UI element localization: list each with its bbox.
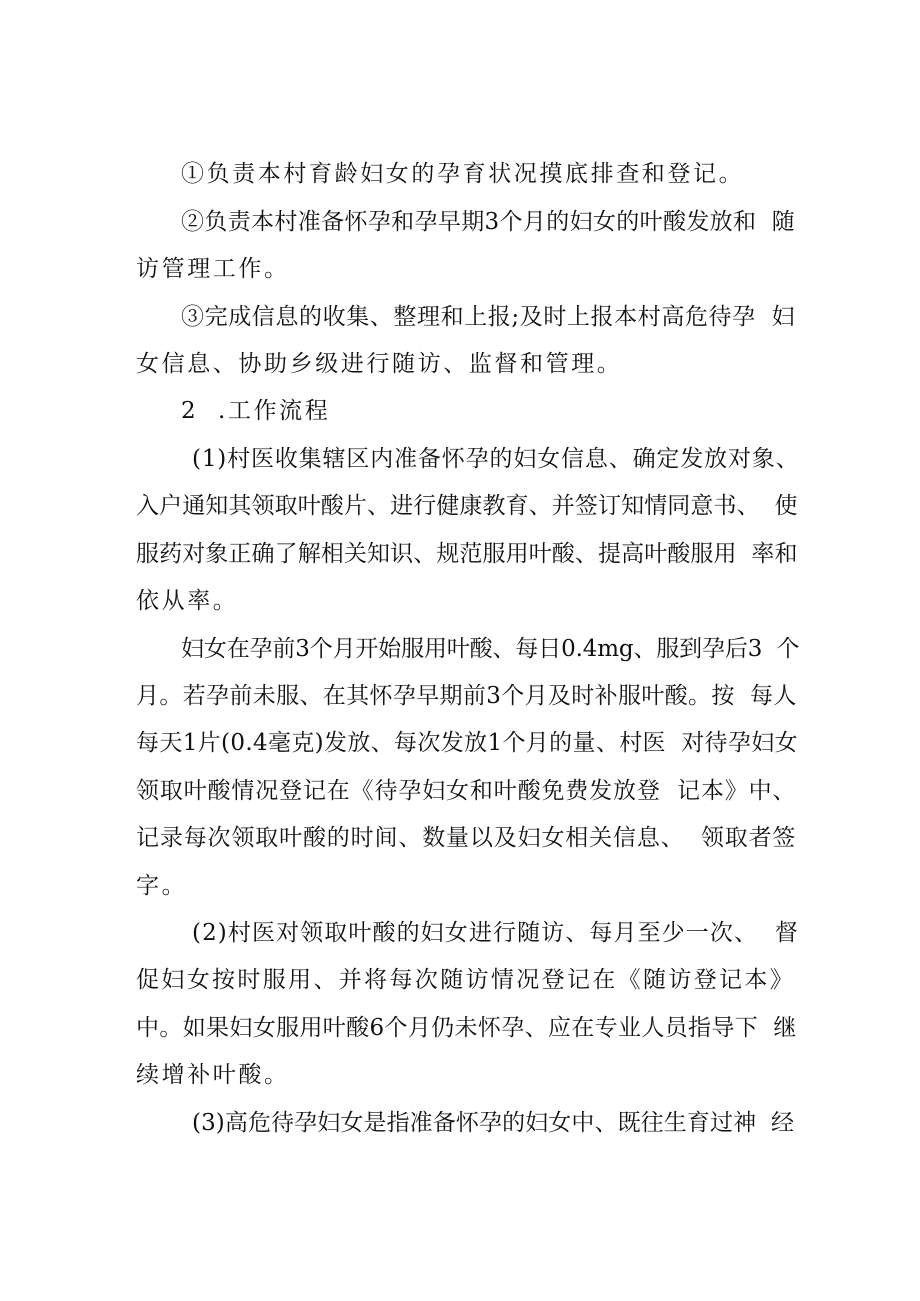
text-line-12: 月。若孕前未服、在其怀孕早期前3个月及时补服叶酸。按 每人 bbox=[136, 683, 797, 709]
section-heading: 2 .工作流程 bbox=[181, 398, 331, 424]
text-line-15: 记录每次领取叶酸的时间、数量以及妇女相关信息、 领取者签 bbox=[136, 825, 797, 851]
text-line-21: (3)高危待孕妇女是指准备怀孕的妇女中、既往生育过神 经 bbox=[192, 1110, 795, 1136]
text-line-11: 妇女在孕前3个月开始服用叶酸、每日0.4mg、服到孕后3 个 bbox=[181, 636, 800, 662]
text-line-18: 促妇女按时服用、并将每次随访情况登记在《随访登记本》 bbox=[136, 967, 796, 993]
text-line-19: 中。如果妇女服用叶酸6个月仍未怀孕、应在专业人员指导下 继 bbox=[136, 1015, 797, 1041]
text-line-2: ②负责本村准备怀孕和孕早期3个月的妇女的叶酸发放和 随 bbox=[181, 209, 796, 235]
text-line-1: ①负责本村育龄妇女的孕育状况摸底排查和登记。 bbox=[181, 161, 745, 187]
text-line-8: 入户通知其领取叶酸片、进行健康教育、并签订知情同意书、 使 bbox=[136, 493, 798, 519]
text-line-7: (1)村医收集辖区内准备怀孕的妇女信息、确定发放对象、 bbox=[192, 446, 800, 472]
text-line-17: (2)村医对领取叶酸的妇女进行随访、每月至少一次、 督 bbox=[192, 920, 800, 946]
text-line-4: ③完成信息的收集、整理和上报;及时上报本村高危待孕 妇 bbox=[181, 304, 796, 330]
text-line-13: 每天1片(0.4毫克)发放、每次发放1个月的量、村医 对待孕妇女 bbox=[136, 730, 798, 756]
text-line-16: 字。 bbox=[136, 873, 188, 899]
text-line-9: 服药对象正确了解相关知识、规范服用叶酸、提高叶酸服用 率和 bbox=[136, 541, 798, 567]
text-line-14: 领取叶酸情况登记在《待孕妇女和叶酸免费发放登 记本》中、 bbox=[136, 778, 797, 804]
text-line-5: 女信息、协助乡级进行随访、监督和管理。 bbox=[136, 351, 623, 377]
text-line-10: 依从率。 bbox=[136, 588, 239, 614]
text-line-3: 访管理工作。 bbox=[136, 256, 290, 282]
text-line-20: 续增补叶酸。 bbox=[136, 1062, 290, 1088]
